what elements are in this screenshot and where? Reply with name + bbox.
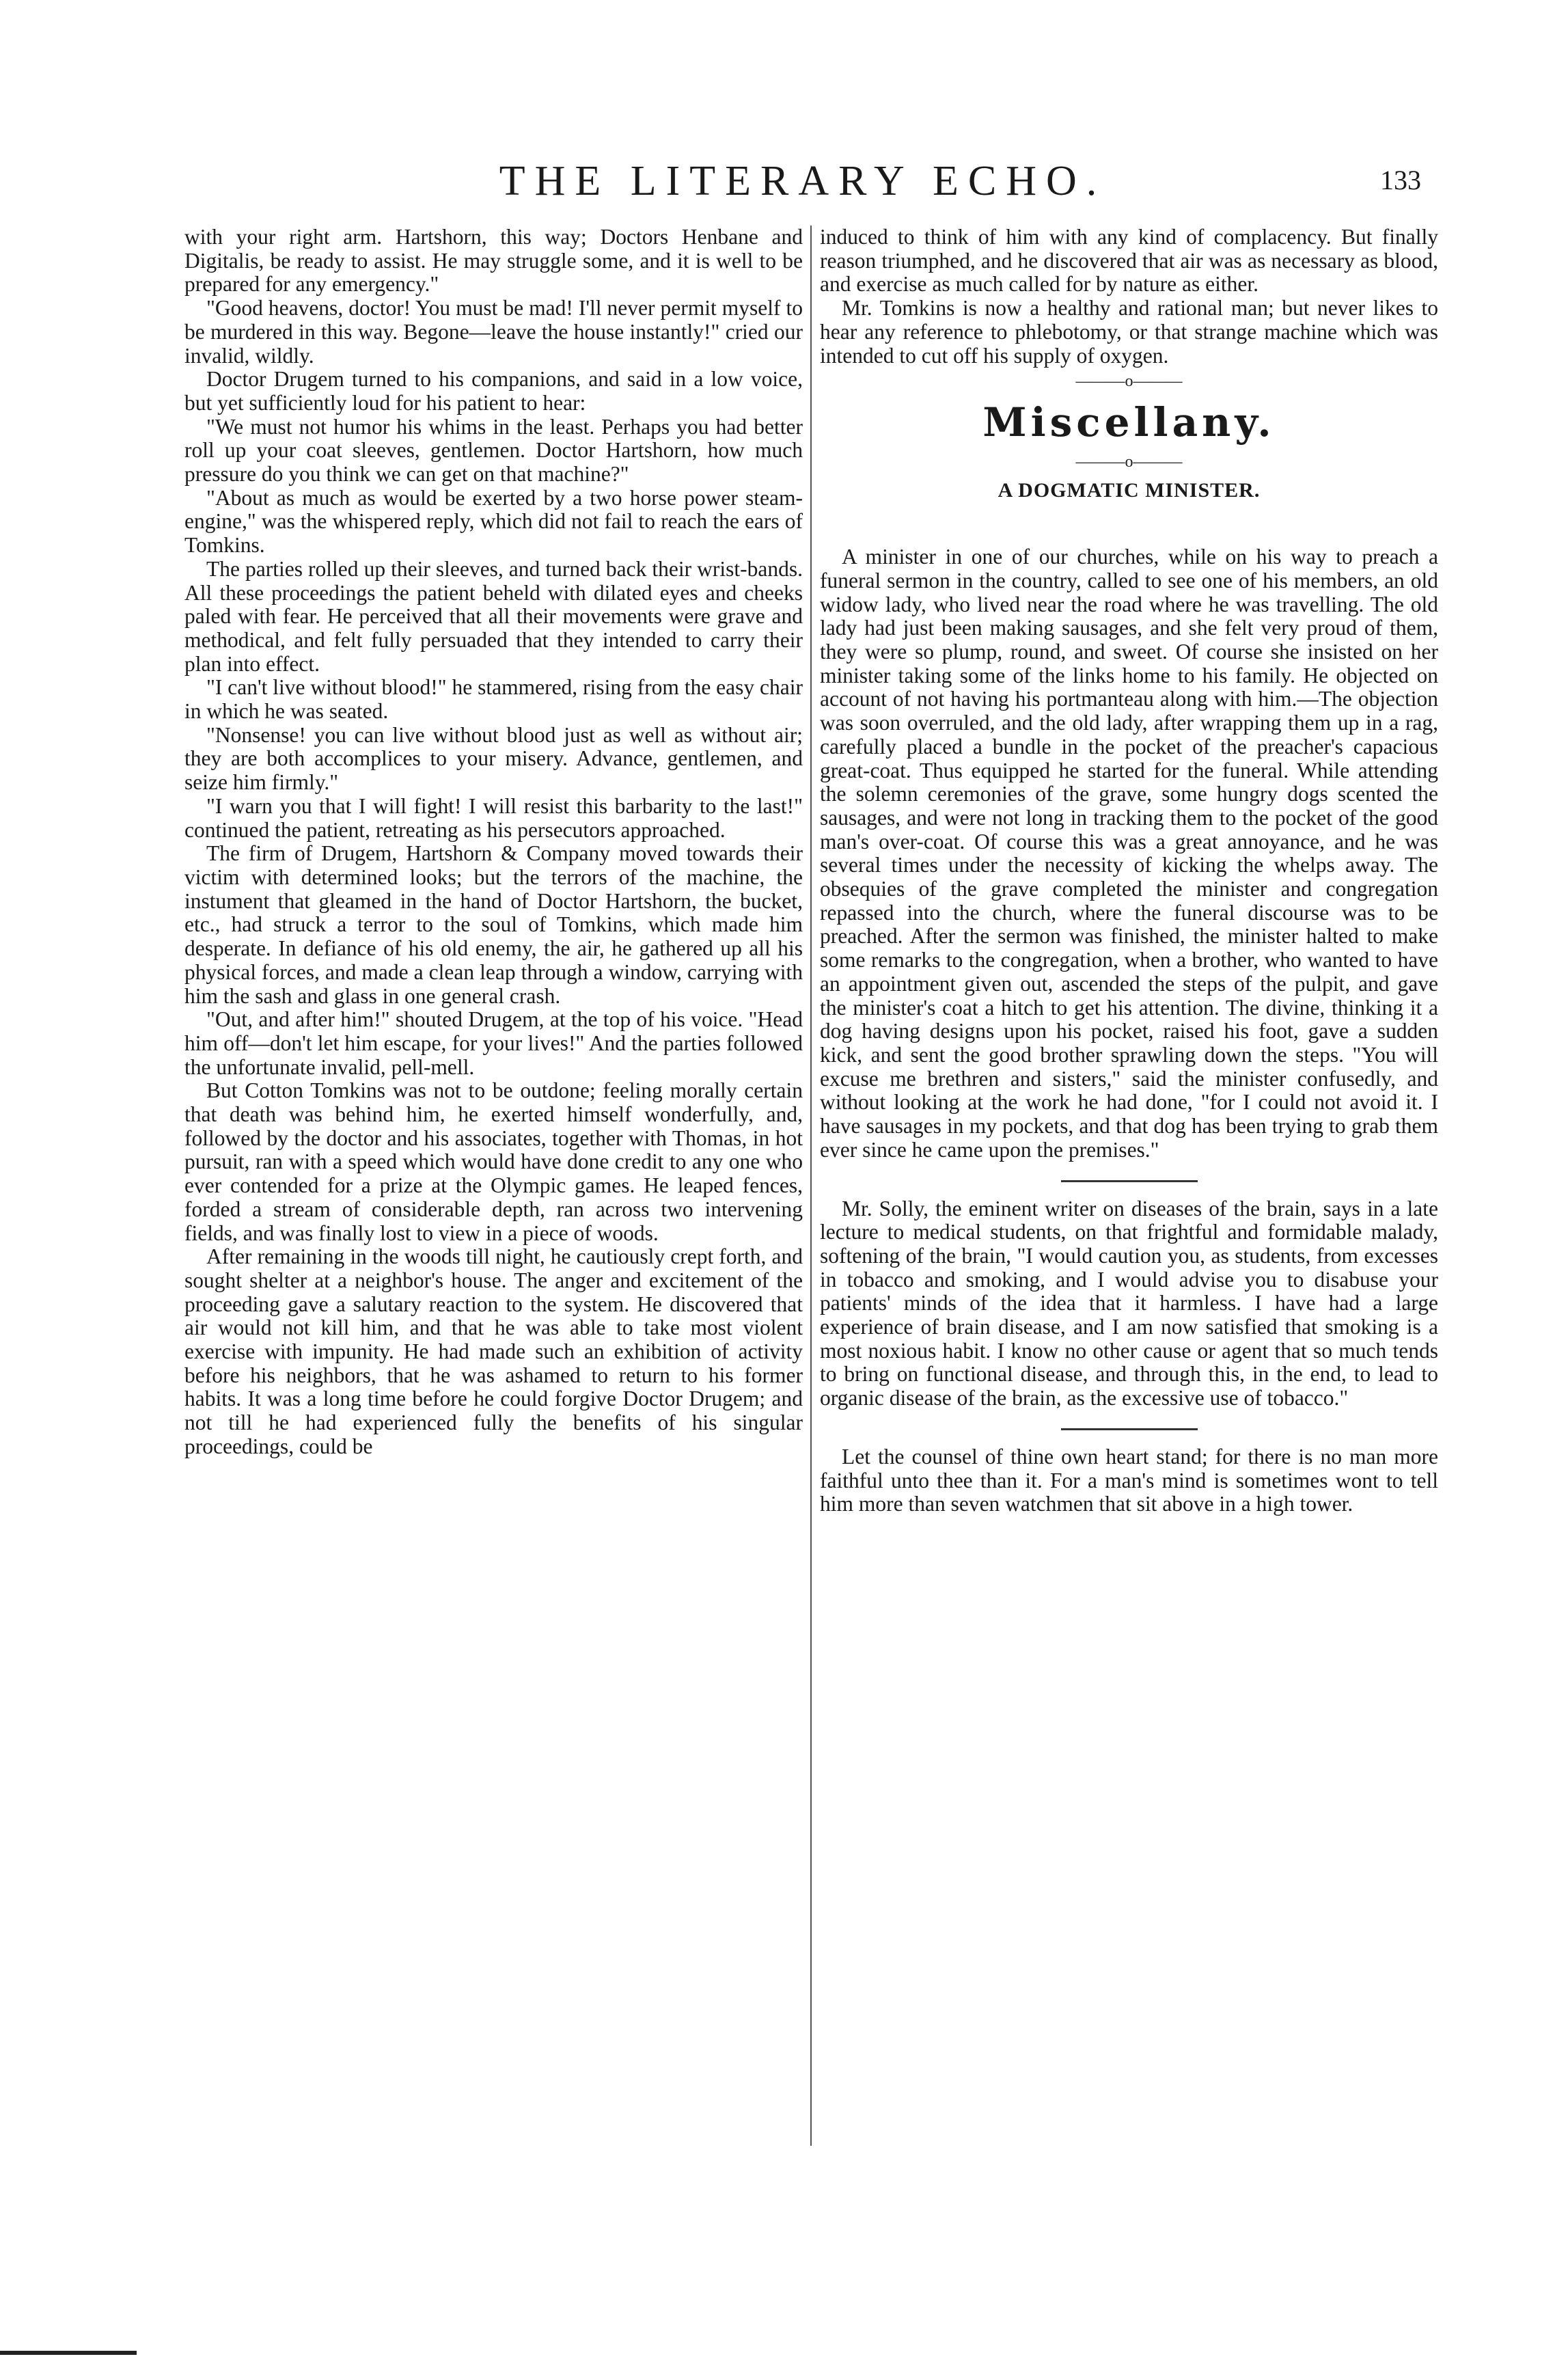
paragraph: "About as much as would be exerted by a two horse power steam-engine," was the whispered reply, which did not fail to reach the ears of Tomkins. (184, 485, 803, 558)
paragraph: "We must not humor his whims in the least. Perhaps you had better roll up your coat sleeves, gentlemen. Doctor Hartshorn, how much pressure do you think we can get on that machine?" (184, 414, 803, 487)
paragraph: Let the counsel of thine own heart stand; for there is no man more faithful unto thee than it. For a man's mind is sometimes wont to tell him more than seven watchmen that sit above in a high tower. (820, 1444, 1438, 1516)
scan-edge-mark (0, 2351, 137, 2355)
short-rule (1061, 1428, 1198, 1430)
left-column (184, 226, 803, 1459)
section-title: Miscellany. (982, 399, 1276, 446)
paragraph: Mr. Tomkins is now a healthy and rational man; but never likes to hear any reference to phlebotomy, or that strange machine which was intended to cut off his supply of oxygen. (820, 296, 1438, 368)
ornament-separator: ———o——— (1075, 453, 1183, 472)
right-column (820, 226, 1438, 1516)
paragraph: "I warn you that I will fight! I will resist this barbarity to the last!" continued the patient, retreating as his persecutors approached. (184, 793, 803, 842)
short-rule (1061, 1180, 1198, 1182)
paragraph: "Out, and after him!" shouted Drugem, at the top of his voice. "Head him off—don't let him escape, for your lives!" And the parties followed the unfortunate invalid, pell-mell. (184, 1007, 803, 1079)
paragraph: with your right arm. Hartshorn, this way; Doctors Henbane and Digitalis, be ready to assist. He may struggle some, and it is well to be prepared for any emergency." (184, 225, 803, 297)
paragraph: induced to think of him with any kind of complacency. But finally reason triumphed, and he discovered that air was as necessary as blood, and exercise as much called for by nature as either. (820, 225, 1438, 297)
paragraph: But Cotton Tomkins was not to be outdone; feeling morally certain that death was behind him, he exerted himself wonderfully, and, followed by the doctor and his associates, together with Thomas, in hot pursuit, ran with a speed which would have done credit to any one who ever contended for a prize at the Olympic games. He leaped fences, forded a stream of considerable depth, ran across two intervening fields, and was finally lost to view in a piece of woods. (184, 1078, 803, 1245)
paragraph: Doctor Drugem turned to his companions, and said in a low voice, but yet sufficiently loud for his patient to hear: (184, 367, 803, 415)
ornament-separator: ———o——— (1075, 372, 1183, 391)
page-header (184, 157, 1421, 212)
journal-title: THE LITERARY ECHO. (499, 158, 1107, 204)
paragraph: Mr. Solly, the eminent writer on diseases of the brain, says in a late lecture to medical students, on that frightful and formidable malady, softening of the brain, "I would caution you, as students, from excesses in tobacco and smoking, and I would advise you to disabuse your patients' minds of the idea that it harmless. I have had a large experience of brain disease, and I am now satisfied that smoking is a most noxious habit. I know no other cause or agent that so much tends to bring on functional disease, and through this, in the end, to lead to organic disease of the brain, as the excessive use of tobacco." (820, 1196, 1438, 1410)
paragraph: The firm of Drugem, Hartshorn & Company moved towards their victim with determined looks; but the terrors of the machine, the instument that gleamed in the hand of Doctor Hartshorn, the bucket, etc., had struck a terror to the soul of Tomkins, which made him desperate. In defiance of his old enemy, the air, he gathered up all his physical forces, and made a clean leap through a window, carrying with him the sash and glass in one general crash. (184, 841, 803, 1008)
article-title: A DOGMATIC MINISTER. (998, 479, 1261, 502)
paragraph: "I can't live without blood!" he stammered, rising from the easy chair in which he was seated. (184, 675, 803, 724)
paragraph: "Good heavens, doctor! You must be mad! I'll never permit myself to be murdered in this way. Begone—leave the house instantly!" cried our invalid, wildly. (184, 296, 803, 368)
paragraph: "Nonsense! you can live without blood just as well as without air; they are both accomplices to your misery. Advance, gentlemen, and seize him firmly." (184, 722, 803, 795)
paragraph: A minister in one of our churches, while on his way to preach a funeral sermon in the country, called to see one of his members, an old widow lady, who lived near the road where he was travelling. The old lady had just been making sausages, and she felt very proud of them, they were so plump, round, and sweet. Of course she insisted on her minister taking some of the links home to his family. He objected on account of not having his portmanteau along with him.—The objection was soon overruled, and the old lady, after wrapping them up in a rag, carefully placed a bundle in the pocket of the preacher's capacious great-coat. Thus equipped he started for the funeral. While attending the solemn ceremonies of the grave, some hungry dogs scented the sausages, and were not long in tracking them to the pocket of the good man's over-coat. Of course this was a great annoyance, and he was several times under the necessity of kicking the whelps away. The obsequies of the grave completed the minister and congregation repassed into the church, where the funeral discourse was to be preached. After the sermon was finished, the minister halted to make some remarks to the congregation, when a brother, who wanted to have an appointment given out, ascended the steps of the pulpit, and gave the minister's coat a hitch to get his attention. The divine, thinking it a dog having designs upon his pocket, raised his foot, gave a sudden kick, and sent the good brother sprawling down the steps. "You will excuse me brethren and sisters," said the minister confusedly, and without looking at the work he had done, "for I could not avoid it. I have sausages in my pockets, and that dog has been trying to grab them ever since he came upon the premises." (820, 545, 1438, 1162)
paragraph: After remaining in the woods till night, he cautiously crept forth, and sought shelter at a neighbor's house. The anger and excitement of the proceeding gave a salutary reaction to the system. He discovered that air would not kill him, and that he was able to take most violent exercise with impunity. He had made such an exhibition of activity before his neighbors, that he was ashamed to return to his former habits. It was a long time before he could forgive Doctor Drugem; and not till he had experienced fully the benefits of his singular proceedings, could be (184, 1244, 803, 1458)
paragraph: The parties rolled up their sleeves, and turned back their wrist-bands. All these proceedings the patient beheld with dilated eyes and cheeks paled with fear. He perceived that all their movements were grave and methodical, and felt fully persuaded that they intended to carry their plan into effect. (184, 556, 803, 676)
column-divider (810, 226, 812, 2146)
page-number: 133 (1380, 165, 1421, 195)
